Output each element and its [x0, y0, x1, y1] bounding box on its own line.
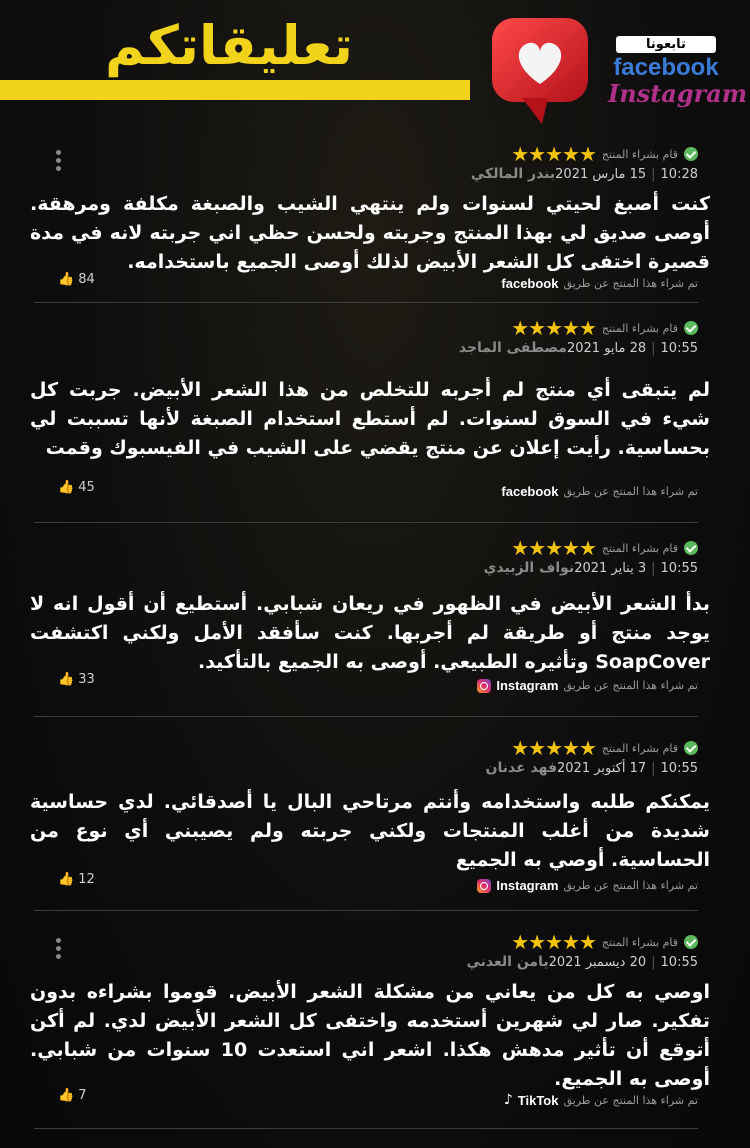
like-number: 84 — [78, 272, 95, 287]
title-underline-bar — [0, 80, 470, 100]
verified-purchase — [511, 538, 698, 558]
like-count[interactable] — [58, 872, 95, 887]
thumbs-up-icon: 👍 — [58, 272, 75, 287]
verified-purchase — [511, 144, 698, 164]
verified-purchase — [511, 318, 698, 338]
verified-label: قام بشراء المنتج — [601, 321, 678, 335]
review-card — [30, 144, 710, 299]
more-options-icon[interactable] — [56, 150, 62, 174]
tiktok-icon: ♪ — [503, 1092, 513, 1108]
purchase-source — [477, 678, 698, 693]
review-meta: 10:55|3 يناير 2021نواف الزبيدي — [483, 560, 698, 576]
instagram-logo-text[interactable]: Instagram — [608, 79, 748, 108]
review-text: اوصي به كل من يعاني من مشكلة الشعر الأبيض. قوموا بشراءه بدون تفكير. صار لي شهرين أستخدمه واختفى كل الشعر الأبيض لدي. لم أكن أتوقع أن تأثير مدهش هكذا. اشعر اني استعدت 10 سنوات من شبابي. أوصى به الجميع. — [30, 981, 710, 1090]
like-number: 45 — [78, 480, 95, 495]
review-meta: 10:55|20 ديسمبر 2021يامن العدني — [466, 954, 698, 970]
source-label: تم شراء هذا المنتج عن طريق — [563, 1093, 698, 1107]
follow-us-block — [608, 36, 748, 108]
review-divider — [34, 522, 698, 523]
review-time: 10:55 — [660, 761, 698, 776]
review-time: 10:28 — [660, 167, 698, 182]
review-divider — [34, 716, 698, 717]
review-card — [30, 932, 710, 1127]
source-name: facebook — [501, 484, 559, 499]
source-name: TikTok — [517, 1092, 559, 1108]
star-rating: ★★★★★ — [511, 316, 596, 340]
source-label: تم شراء هذا المنتج عن طريق — [563, 879, 698, 892]
source-name: Instagram — [496, 678, 559, 693]
source-name: facebook — [501, 276, 559, 291]
review-author: فهد عدنان — [485, 760, 557, 776]
thumbs-up-icon: 👍 — [58, 672, 75, 687]
heart-notification-icon — [486, 14, 598, 126]
source-label: تم شراء هذا المنتج عن طريق — [563, 679, 698, 692]
instagram-icon — [477, 679, 491, 693]
check-circle-icon — [684, 321, 698, 335]
follow-us-label: تابعونا — [616, 36, 716, 53]
review-author: نواف الزبيدي — [483, 560, 575, 576]
verified-purchase — [511, 738, 698, 758]
review-time: 10:55 — [660, 341, 698, 356]
review-author: مصطفى الماجد — [458, 340, 567, 356]
check-circle-icon — [684, 935, 698, 949]
review-text: لم يتبقى أي منتج لم أجربه للتخلص من هذا الشعر الأبيض. جربت كل شيء في السوق لسنوات. لم أستطع استخدام الصبغة لأنها تسببت لي بحساسية. رأيت إعلان عن منتج يقضي على الشيب في الفيسبوك وقمت — [30, 379, 710, 459]
review-card — [30, 738, 710, 898]
review-date: 17 أكتوبر 2021 — [557, 761, 647, 776]
review-text: بدأ الشعر الأبيض في الظهور في ريعان شبابي. أستطيع أن أقول انه لا يوجد منتج أو طريقة لم أجربها. كنت سأفقد الأمل ولكني اكتشفت SoapCover وتأثيره الطبيعي. أوصى به الجميع بالتأكيد. — [30, 593, 710, 673]
like-count[interactable] — [58, 672, 95, 687]
review-time: 10:55 — [660, 561, 698, 576]
review-meta: 10:28|15 مارس 2021بندر المالكي — [470, 166, 698, 182]
review-meta: 10:55|17 أكتوبر 2021فهد عدنان — [485, 760, 698, 776]
star-rating: ★★★★★ — [511, 736, 596, 760]
page-title: تعليقاتكم — [105, 14, 354, 77]
like-number: 7 — [78, 1088, 87, 1103]
like-number: 12 — [78, 872, 95, 887]
thumbs-up-icon: 👍 — [58, 480, 75, 495]
instagram-icon — [477, 879, 491, 893]
check-circle-icon — [684, 541, 698, 555]
star-rating: ★★★★★ — [511, 930, 596, 954]
verified-label: قام بشراء المنتج — [601, 741, 678, 755]
like-count[interactable] — [58, 1088, 86, 1103]
review-date: 3 يناير 2021 — [574, 561, 647, 576]
like-count[interactable] — [58, 272, 95, 287]
check-circle-icon — [684, 147, 698, 161]
verified-label: قام بشراء المنتج — [601, 147, 678, 161]
review-author: يامن العدني — [466, 954, 549, 970]
verified-purchase — [511, 932, 698, 952]
purchase-source — [477, 878, 698, 893]
star-rating: ★★★★★ — [511, 536, 596, 560]
source-label: تم شراء هذا المنتج عن طريق — [563, 485, 698, 498]
review-date: 20 ديسمبر 2021 — [548, 955, 647, 970]
purchase-source — [501, 484, 698, 499]
source-name: Instagram — [496, 878, 559, 893]
source-label: تم شراء هذا المنتج عن طريق — [563, 277, 698, 290]
like-number: 33 — [78, 672, 95, 687]
review-card — [30, 538, 710, 698]
review-time: 10:55 — [660, 955, 698, 970]
like-count[interactable] — [58, 480, 95, 495]
purchase-source — [504, 1092, 698, 1108]
review-author: بندر المالكي — [470, 166, 556, 182]
thumbs-up-icon: 👍 — [58, 872, 75, 887]
review-divider — [34, 1128, 698, 1129]
review-card — [30, 318, 710, 508]
facebook-logo-text[interactable]: facebook — [613, 54, 719, 81]
more-options-icon[interactable] — [56, 938, 62, 962]
verified-label: قام بشراء المنتج — [601, 541, 678, 555]
review-divider — [34, 302, 698, 303]
verified-label: قام بشراء المنتج — [601, 935, 678, 949]
star-rating: ★★★★★ — [511, 142, 596, 166]
review-meta: 10:55|28 مايو 2021مصطفى الماجد — [458, 340, 698, 356]
review-date: 15 مارس 2021 — [555, 167, 647, 182]
header — [0, 0, 750, 130]
thumbs-up-icon: 👍 — [58, 1088, 75, 1103]
check-circle-icon — [684, 741, 698, 755]
purchase-source — [501, 276, 698, 291]
review-text: يمكنكم طلبه واستخدامه وأنتم مرتاحي البال يا أصدقائي. لدي حساسية شديدة من أغلب المنتجات ولكني جربته ولم يصيبني أي نوع من الحساسية. أوصي به الجميع — [30, 791, 710, 871]
review-divider — [34, 910, 698, 911]
review-date: 28 مايو 2021 — [566, 341, 647, 356]
review-text: كنت أصبغ لحيتي لسنوات ولم ينتهي الشيب والصبغة مكلفة ومرهقة. أوصى صديق لي بهذا المنتج وجربته ولحسن حظي اني جربته لانه في مدة قصيرة اختفى كل الشعر الأبيض لذلك أوصى الجميع باستخدامه. — [30, 193, 710, 273]
